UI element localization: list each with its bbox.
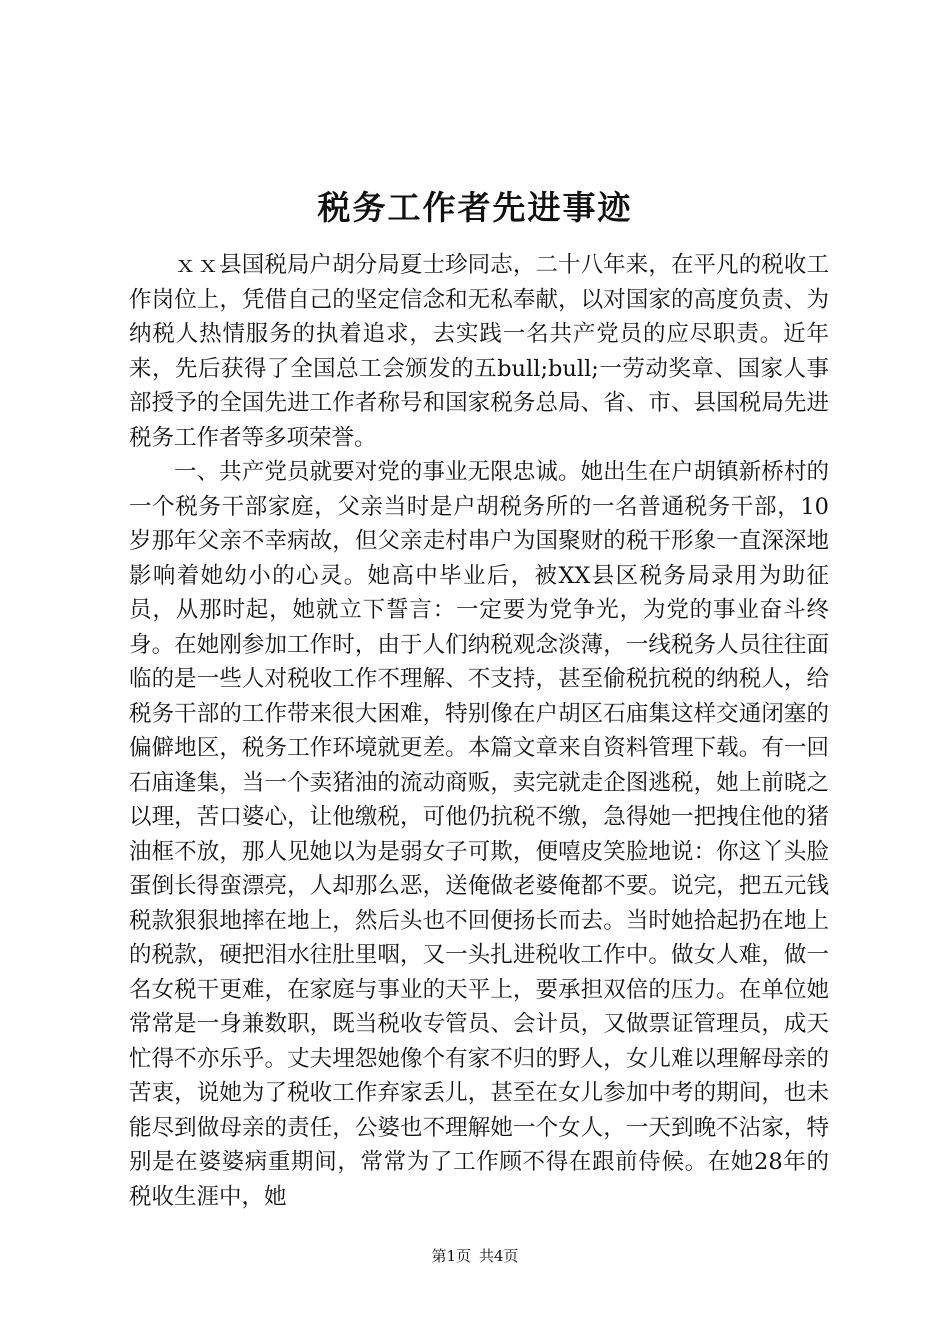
document-body [129, 248, 829, 1214]
document-title: 税务工作者先进事迹 [317, 188, 633, 227]
page-total: 共4页 [479, 1247, 519, 1265]
paragraph-section-one: 一、共产党员就要对党的事业无限忠诚。她出生在户胡镇新桥村的一个税务干部家庭，父亲当时是户胡税务所的一名普通税务干部，10岁那年父亲不幸病故，但父亲走村串户为国聚财的税干形象一直深深地影响着她幼小的心灵。她高中毕业后，被XX县区税务局录用为助征员，从那时起，她就立下誓言：一定要为党争光，为党的事业奋斗终身。在她刚参加工作时，由于人们纳税观念淡薄，一线税务人员往往面临的是一些人对税收工作不理解、不支持，甚至偷税抗税的纳税人，给税务干部的工作带来很大困难，特别像在户胡区石庙集这样交通闭塞的偏僻地区，税务工作环境就更差。本篇文章来自资料管理下载。有一回石庙逢集，当一个卖猪油的流动商贩，卖完就走企图逃税，她上前晓之以理，苦口婆心，让他缴税，可他仍抗税不缴，急得她一把拽住他的猪油框不放，那人见她以为是弱女子可欺，便嘻皮笑脸地说：你这丫头脸蛋倒长得蛮漂亮，人却那么恶，送俺做老婆俺都不要。说完，把五元钱税款狠狠地摔在地上，然后头也不回便扬长而去。当时她拾起扔在地上的税款，硬把泪水往肚里咽，又一头扎进税收工作中。做女人难，做一名女税干更难，在家庭与事业的天平上，要承担双倍的压力。在单位她常常是一身兼数职，既当税收专管员、会计员，又做票证管理员，成天忙得不亦乐乎。丈夫埋怨她像个有家不归的野人，女儿难以理解母亲的苦衷，说她为了税收工作弃家丢儿，甚至在女儿参加中考的期间，也未能尽到做母亲的责任，公婆也不理解她一个女人，一天到晚不沾家，特别是在婆婆病重期间，常常为了工作顾不得在跟前侍候。在她28年的税收生涯中，她 [129, 459, 829, 1210]
page-number: 第1页 [431, 1247, 471, 1265]
page-footer [0, 1246, 950, 1266]
paragraph-intro: ｘｘ县国税局户胡分局夏士珍同志，二十八年来，在平凡的税收工作岗位上，凭借自己的坚定信念和无私奉献，以对国家的高度负责、为纳税人热情服务的执着追求，去实践一名共产党员的应尽职责。近年来，先后获得了全国总工会颁发的五bull;bull;一劳动奖章、国家人事部授予的全国先进工作者称号和国家税务总局、省、市、县国税局先进税务工作者等多项荣誉。 [129, 252, 829, 451]
